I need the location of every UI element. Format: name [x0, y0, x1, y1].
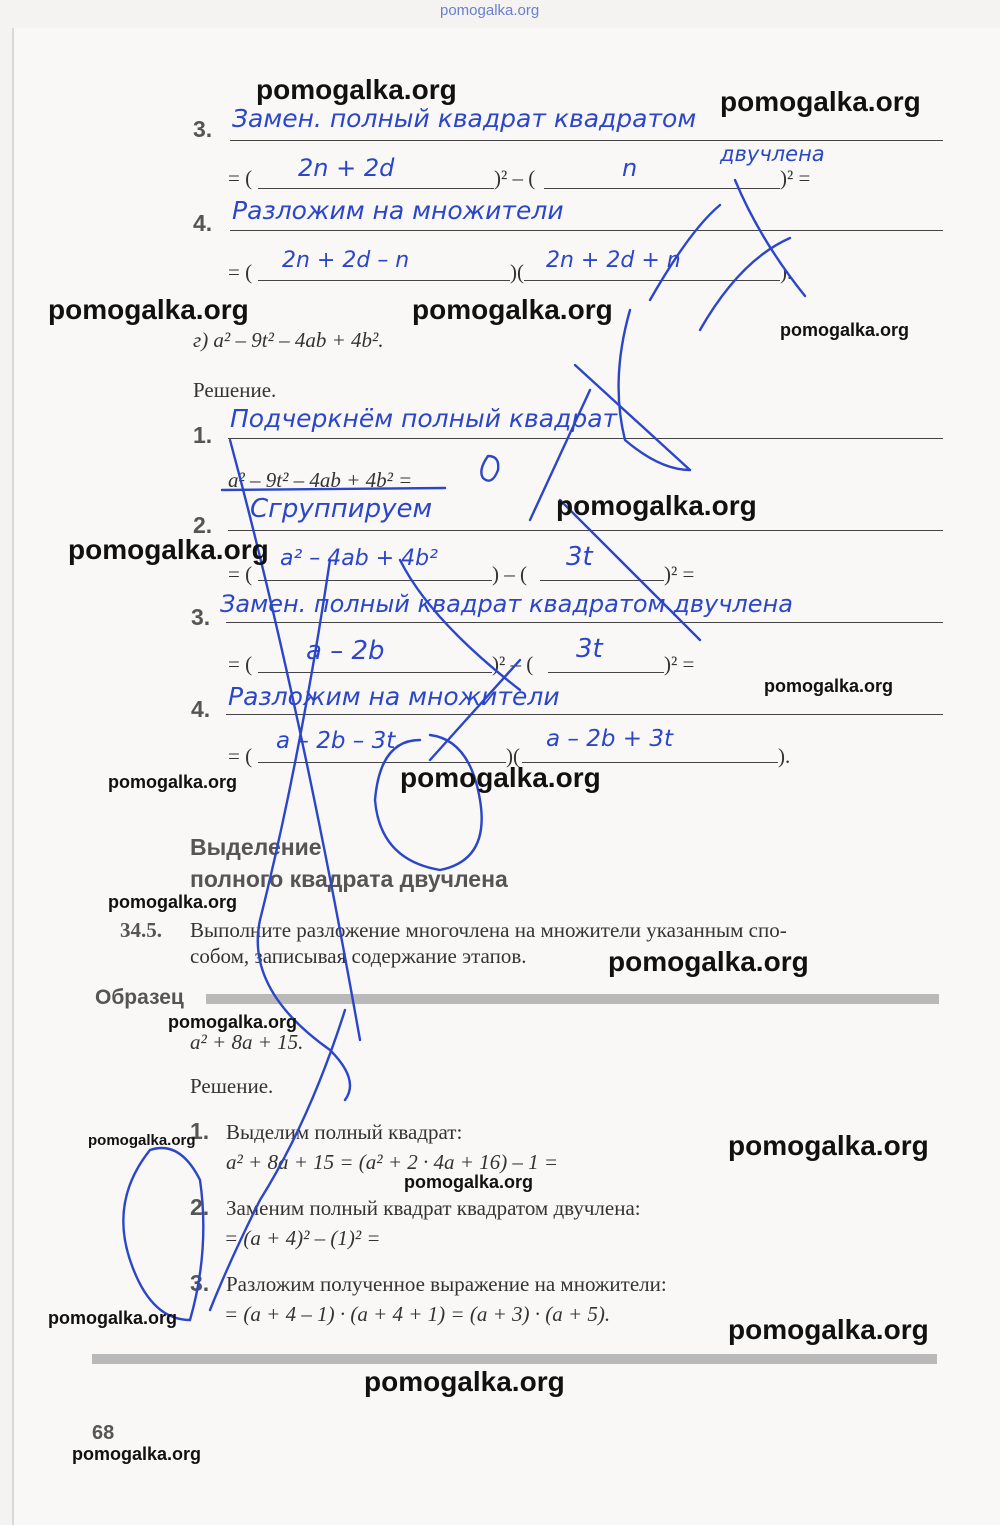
g-step4-eq-suffix: ). — [778, 744, 791, 768]
task-number: 34.5. — [120, 918, 162, 942]
g-step4-b: a – 2b + 3t — [546, 726, 673, 752]
watermark: pomogalka.org — [256, 74, 457, 105]
sample-step3-expr: = (a + 4 – 1) · (a + 4 + 1) = (a + 3) · (a + 5). — [224, 1302, 611, 1326]
g-step2-handwriting: Сгруппируем — [250, 494, 433, 524]
v-step4-blank-a — [258, 280, 510, 281]
g-step4-number: 4. — [191, 696, 211, 722]
sample-step2-text: Заменим полный квадрат квадратом двучлена: — [226, 1196, 641, 1220]
watermark: pomogalka.org — [720, 86, 921, 117]
g-step3-blank-b — [548, 672, 664, 673]
v-step3-blank-a — [258, 188, 494, 189]
v-step3-line — [230, 140, 943, 141]
watermark: pomogalka.org — [608, 946, 809, 977]
watermark: pomogalka.org — [364, 1366, 565, 1397]
g-step3-eq-mid: )² – ( — [492, 652, 534, 676]
sample-step1-expr: a² + 8a + 15 = (a² + 2 · 4a + 16) – 1 = — [226, 1150, 559, 1174]
sample-step3-number: 3. — [190, 1270, 210, 1296]
watermark: pomogalka.org — [780, 320, 910, 340]
g-step3-number: 3. — [191, 604, 211, 630]
task-text-line2: собом, записывая содержание этапов. — [190, 944, 527, 968]
watermark: pomogalka.org — [168, 1012, 298, 1032]
g-step3-handwriting: Замен. полный квадрат квадратом двучлена — [220, 590, 793, 618]
sample-expression: a² + 8a + 15. — [190, 1030, 304, 1054]
g-step2-blank-a — [258, 580, 492, 581]
watermark: pomogalka.org — [68, 534, 269, 565]
g-step1-expr: a² – 9t² – 4ab + 4b² = — [228, 468, 413, 492]
sample-step1-text: Выделим полный квадрат: — [226, 1120, 463, 1144]
g-step2-eq-prefix: = ( — [228, 562, 253, 586]
g-step4-eq-mid: )( — [506, 744, 520, 768]
watermark: pomogalka.org — [556, 490, 757, 521]
v-step3-blank-b — [544, 188, 780, 189]
sample-step1-number: 1. — [190, 1118, 210, 1144]
sample-top-bar — [206, 994, 939, 1004]
task-text-line1: Выполните разложение многочлена на множители указанным спо- — [190, 918, 787, 942]
v-step4-b: 2n + 2d + n — [546, 248, 681, 273]
watermark: pomogalka.org — [48, 294, 249, 325]
page-number: 68 — [92, 1422, 115, 1444]
watermark: pomogalka.org — [412, 294, 613, 325]
g-step3-eq-prefix: = ( — [228, 652, 253, 676]
v-step3-handwriting-2: двучлена — [720, 142, 825, 166]
section-title-line2: полного квадрата двучлена — [190, 866, 508, 892]
g-step3-b: 3t — [576, 634, 603, 664]
g-step1-number: 1. — [193, 422, 213, 448]
v-step3-a: 2n + 2d — [298, 154, 395, 182]
v-step3-b: n — [622, 154, 638, 182]
sample-step3-text: Разложим полученное выражение на множители: — [226, 1272, 667, 1296]
g-step2-line — [228, 530, 943, 531]
g-problem: г) a² – 9t² – 4ab + 4b². — [193, 328, 384, 352]
v-step4-line — [230, 230, 943, 231]
g-step2-number: 2. — [193, 512, 213, 538]
section-title-line1: Выделение — [190, 834, 322, 860]
watermark: pomogalka.org — [404, 1172, 534, 1192]
g-step4-line — [226, 714, 943, 715]
sample-label: Образец — [95, 986, 184, 1009]
watermark: pomogalka.org — [728, 1314, 929, 1345]
g-step3-eq-suffix: )² = — [664, 652, 695, 676]
g-step2-blank-b — [540, 580, 664, 581]
g-step3-a: a – 2b — [306, 636, 385, 666]
v-step4-eq-suffix: ). — [780, 260, 793, 284]
g-step1-handwriting: Подчеркнём полный квадрат — [230, 404, 618, 433]
g-step2-eq-mid: ) – ( — [492, 562, 527, 586]
v-step4-eq-mid: )( — [510, 260, 524, 284]
watermark: pomogalka.org — [48, 1308, 178, 1328]
watermark: pomogalka.org — [108, 772, 238, 792]
watermark: pomogalka.org — [764, 676, 894, 696]
sample-step2-expr: = (a + 4)² – (1)² = — [224, 1226, 381, 1250]
v-step3-handwriting: Замен. полный квадрат квадратом — [232, 104, 697, 133]
g-step2-eq-suffix: )² = — [664, 562, 695, 586]
sample-solution-label: Решение. — [190, 1074, 274, 1098]
v-step4-number: 4. — [193, 210, 213, 236]
v-step3-eq-suffix: )² = — [780, 166, 811, 190]
watermark: pomogalka.org — [728, 1130, 929, 1161]
g-step3-line — [226, 622, 943, 623]
g-step3-blank-a — [258, 672, 492, 673]
sample-step2-number: 2. — [190, 1194, 210, 1220]
watermark: pomogalka.org — [72, 1444, 202, 1464]
g-step4-a: a – 2b – 3t — [276, 728, 396, 754]
watermark: pomogalka.org — [400, 762, 601, 793]
g-step4-eq-prefix: = ( — [228, 744, 253, 768]
v-step4-a: 2n + 2d – n — [282, 248, 410, 273]
top-watermark: pomogalka.org — [440, 2, 540, 19]
g-step4-handwriting: Разложим на множители — [228, 682, 560, 711]
sample-bottom-bar — [92, 1354, 937, 1364]
v-step4-blank-b — [524, 280, 780, 281]
v-step3-eq-mid: )² – ( — [494, 166, 536, 190]
watermark: pomogalka.org — [88, 1132, 196, 1149]
watermark: pomogalka.org — [108, 892, 238, 912]
g-step2-a: a² – 4ab + 4b² — [280, 546, 438, 571]
g-step1-line — [228, 438, 943, 439]
v-step4-eq-prefix: = ( — [228, 260, 253, 284]
v-step4-handwriting: Разложим на множители — [232, 196, 564, 225]
v-step3-number: 3. — [193, 116, 213, 142]
g-step2-b: 3t — [566, 542, 593, 572]
g-solution-label: Решение. — [193, 378, 277, 402]
v-step3-eq-prefix: = ( — [228, 166, 253, 190]
